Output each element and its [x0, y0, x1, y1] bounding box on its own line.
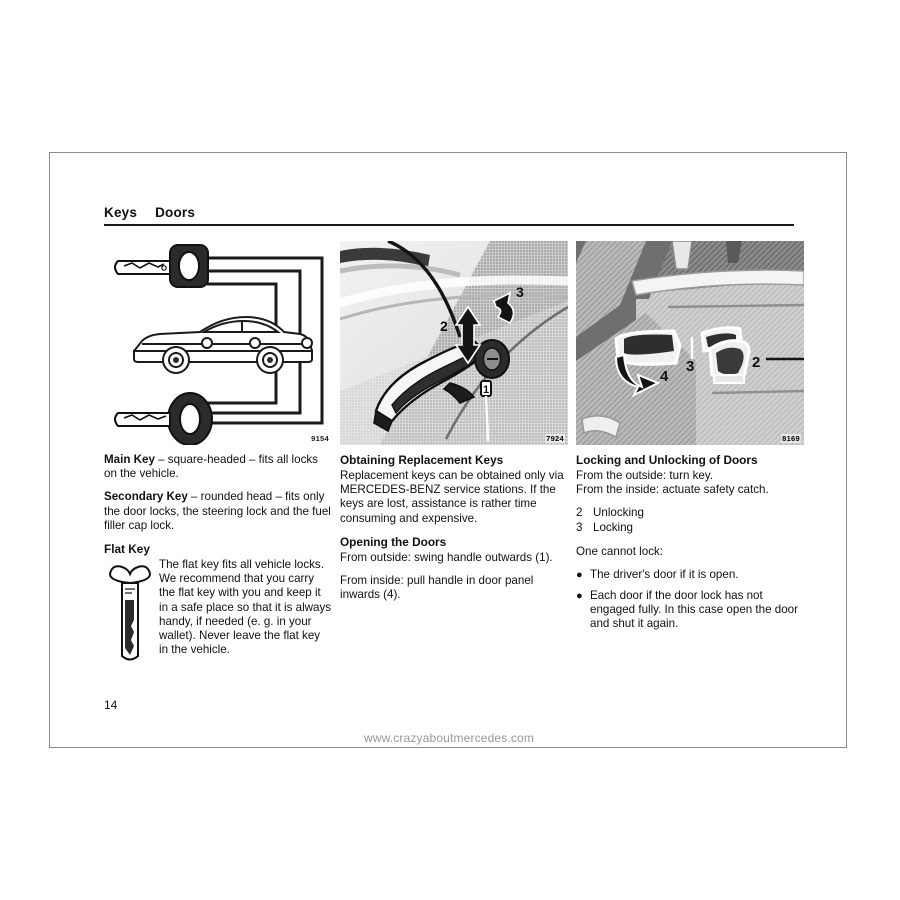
watermark-url: www.crazyaboutmercedes.com	[364, 731, 534, 745]
locking-outside-text: From the outside: turn key.	[576, 469, 714, 482]
keys-diagram-svg	[104, 241, 332, 445]
figure-code-keys: 9154	[311, 434, 329, 443]
flat-key-svg	[106, 560, 154, 664]
content-columns	[104, 241, 804, 666]
left-column-text	[104, 453, 332, 666]
list-item	[576, 589, 804, 632]
figure-interior-panel	[576, 241, 804, 445]
column-right	[576, 241, 804, 666]
legend-row	[576, 506, 804, 521]
inside-handle	[616, 331, 680, 364]
main-key-illustration	[115, 245, 208, 287]
secondary-key-paragraph	[104, 490, 332, 533]
legend-row	[576, 521, 804, 536]
legend-label: Unlocking	[593, 506, 644, 520]
bullet-icon: ●	[576, 590, 583, 602]
cannot-lock-intro: One cannot lock:	[576, 544, 664, 558]
legend-number: 3	[576, 521, 583, 534]
flat-key-heading: Flat Key	[104, 542, 150, 557]
main-key-paragraph	[104, 453, 332, 481]
page-number: 14	[104, 698, 118, 712]
figure-code-exterior: 7924	[546, 434, 564, 443]
column-middle	[340, 241, 568, 666]
locking-heading: Locking and Unlocking of Doors	[576, 453, 758, 467]
column-left	[104, 241, 332, 666]
page-header	[104, 205, 794, 226]
interior-panel-svg	[576, 241, 804, 445]
list-item-text: The driver's door if it is open.	[590, 567, 739, 581]
flat-key-block	[104, 558, 332, 666]
cannot-lock-list	[576, 568, 804, 632]
list-item-text: Each door if the door lock has not engaged fully. In this case open the door and shut it again.	[590, 589, 798, 631]
svg-text:3: 3	[516, 284, 524, 300]
header-rule	[104, 224, 794, 226]
exterior-handle-svg	[340, 241, 568, 445]
header-word-keys: Keys	[104, 205, 138, 220]
main-key-text: – square-headed – fits all locks on the vehicle.	[104, 453, 318, 481]
figure-exterior-handle	[340, 241, 568, 445]
svg-text:2: 2	[752, 354, 761, 371]
replacement-keys-heading: Obtaining Replacement Keys	[340, 453, 504, 467]
locking-inside-text: From the inside: actuate safety catch.	[576, 483, 769, 497]
opening-from-inside-text: From inside: pull handle in door panel inwards (4).	[340, 574, 534, 602]
bullet-icon: ●	[576, 568, 583, 581]
legend-label: Locking	[593, 521, 633, 534]
svg-text:4: 4	[660, 368, 669, 385]
right-column-text	[576, 453, 804, 632]
middle-column-text	[340, 453, 568, 602]
secondary-key-illustration	[115, 393, 212, 445]
car-silhouette	[134, 317, 312, 373]
secondary-key-text: – rounded head – fits only the door locks, the steering lock and the fuel filler cap lock.	[104, 490, 331, 532]
locking-legend	[576, 506, 804, 535]
header-titles	[104, 205, 794, 220]
svg-text:1: 1	[483, 384, 490, 396]
figure-keys-diagram	[104, 241, 332, 445]
legend-number: 2	[576, 506, 583, 520]
svg-text:2: 2	[440, 318, 448, 334]
secondary-key-label: Secondary Key	[104, 490, 188, 504]
main-key-label: Main Key	[104, 453, 155, 466]
figure-flat-key	[106, 560, 154, 664]
opening-from-outside-text: From outside: swing handle outwards (1).	[340, 550, 553, 564]
figure-code-interior: 8169	[782, 434, 800, 443]
list-item	[576, 568, 804, 582]
header-word-doors: Doors	[155, 205, 196, 220]
replacement-keys-text: Replacement keys can be obtained only via MERCEDES-BENZ service stations. If the keys are lost, assistance is rather time consuming and expensive.	[340, 469, 564, 525]
opening-doors-heading: Opening the Doors	[340, 534, 447, 549]
svg-text:3: 3	[686, 358, 695, 375]
page-sheet	[49, 152, 847, 748]
flat-key-text: The flat key fits all vehicle locks. We recommend that you carry the flat key with you and keep it in a safe place so that it is always handy, if needed (e. g. in your wallet). Never leave the flat key in the vehicle.	[159, 558, 332, 657]
